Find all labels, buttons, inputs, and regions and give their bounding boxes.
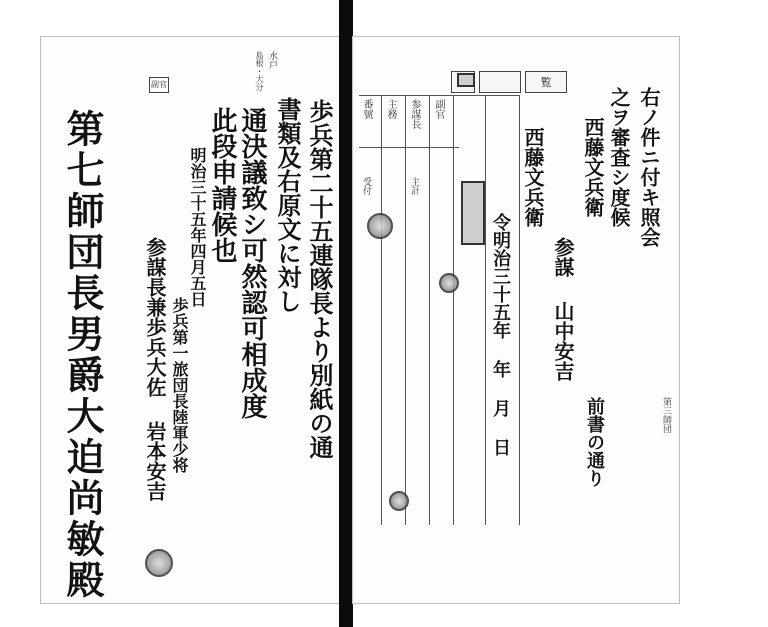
- signature-column: 参謀長兼歩兵大佐 岩本安吉: [143, 237, 167, 501]
- left-page: [40, 36, 342, 604]
- body-column: 参謀 山中安吉: [551, 237, 575, 381]
- form-label: 番號: [361, 99, 372, 119]
- body-column: 書類及右原文に対し: [273, 97, 302, 313]
- form-rule: [381, 95, 382, 525]
- binding-gutter: [339, 0, 353, 627]
- body-column: 前書の通り: [584, 397, 605, 487]
- side-mark: 第三師団: [661, 397, 671, 433]
- body-column: 西藤文兵衛: [521, 127, 545, 227]
- form-rule: [359, 95, 519, 96]
- margin-note: 島根・大分: [255, 51, 264, 91]
- body-column: 歩兵第二十五連隊長より別紙の通: [305, 99, 334, 459]
- seal-stamp: [439, 273, 459, 293]
- corner-mark: 副官: [149, 77, 169, 93]
- brigade-column: 歩兵第一旅団長陸軍少将: [170, 297, 189, 473]
- form-label: 受付: [361, 177, 371, 195]
- form-rule: [405, 95, 406, 525]
- body-column: 西藤文兵衛: [581, 117, 605, 217]
- body-column: 令明治三十五年 年 月 日: [490, 213, 511, 456]
- form-rule: [519, 95, 520, 525]
- seal-stamp: [145, 549, 173, 577]
- form-label: 主務: [385, 99, 396, 119]
- registry-seal: [461, 181, 485, 245]
- seal-stamp: [389, 491, 409, 511]
- date-column: 明治三十五年四月五日: [188, 147, 207, 307]
- body-column: 之ヲ審査シ度候: [607, 87, 631, 227]
- form-label: 主計: [409, 177, 419, 195]
- margin-note: 水戸: [267, 51, 277, 69]
- form-rule: [453, 95, 454, 525]
- addressee-column: 第七師団長男爵大迫尚敏殿: [60, 109, 105, 601]
- seal-stamp: [367, 213, 393, 239]
- form-label: 副官: [433, 99, 444, 119]
- form-rule: [429, 95, 430, 525]
- right-page: [352, 36, 680, 604]
- form-label: 参謀長: [409, 99, 420, 129]
- body-column: 右ノ件ニ付キ照会: [637, 87, 661, 247]
- body-column: 通決議致シ可然認可相成度: [237, 107, 267, 419]
- form-rule: [485, 95, 486, 525]
- body-column: 此段申請候也: [207, 107, 237, 263]
- header-cell: [479, 71, 521, 93]
- header-seal: [457, 73, 475, 87]
- header-cell: 覧: [525, 71, 567, 93]
- form-rule: [359, 147, 459, 148]
